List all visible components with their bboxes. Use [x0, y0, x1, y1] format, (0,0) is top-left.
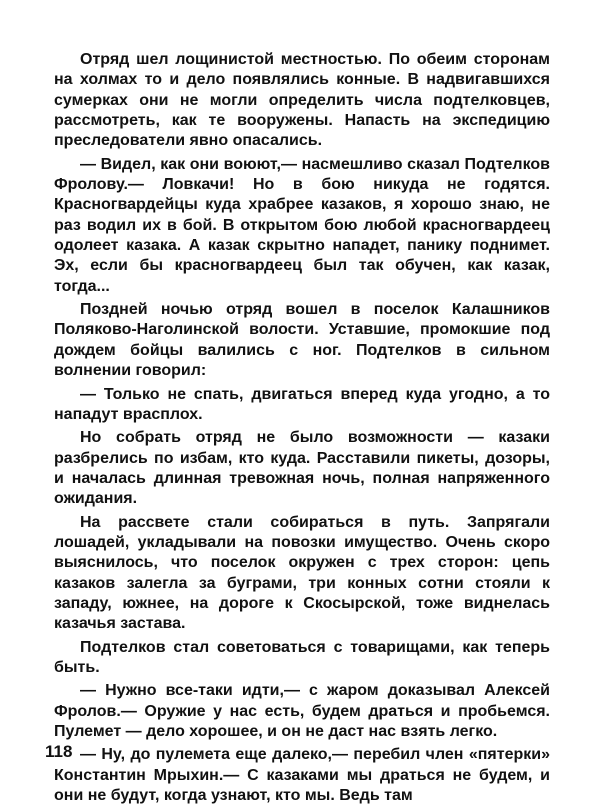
paragraph-9: — Ну, до пулемета еще далеко,— перебил член «пятерки» Константин Мрыхин.— С казаками мы драться не будем, и они не будут, когда узнают, кто мы. Ведь там	[54, 746, 550, 805]
page-number: 118	[45, 742, 73, 761]
page-body	[54, 50, 550, 806]
paragraph-6: На рассвете стали собираться в путь. Запрягали лошадей, укладывали на повозки имущество. Очень скоро выяснилось, что поселок окружен с трех сторон: цепь казаков залегла за буграми, три конных сотни стояли к западу, южнее, на дороге к Скосырской, тоже виднелась казачья застава.	[54, 513, 550, 633]
paragraph-4: — Только не спать, двигаться вперед куда угодно, а то нападут врасплох.	[54, 385, 550, 423]
paragraph-5: Но собрать отряд не было возможности — казаки разбрелись по избам, кто куда. Расставили пикеты, дозоры, и началась длинная тревожная ночь, полная напряженного ожидания.	[54, 429, 550, 508]
paragraph-1: Отряд шел лощинистой местностью. По обеим сторонам на холмах то и дело появлялись конные. В надвигавшихся сумерках они не могли определить числа подтелковцев, рассмотреть, как те вооружены. Напасть на экспедицию преследователи явно опасались.	[54, 51, 550, 150]
paragraph-8: — Нужно все-таки идти,— с жаром доказывал Алексей Фролов.— Оружие у нас есть, будем драться и пробьемся. Пулемет — дело хорошее, и он не даст нас взять легко.	[54, 682, 550, 740]
paragraph-7: Подтелков стал советоваться с товарищами, как теперь быть.	[54, 638, 550, 676]
paragraph-3: Поздней ночью отряд вошел в поселок Калашников Поляково-Наголинской волости. Уставшие, промокшие под дождем бойцы валились с ног. Подтелков в сильном волнении говорил:	[54, 301, 550, 380]
paragraph-2: — Видел, как они воюют,— насмешливо сказал Подтелков Фролову.— Ловкачи! Но в бою никуда не годятся. Красногвардейцы куда храбрее казаков, я хорошо знаю, не раз водил их в бой. В открытом бою любой красногвардеец одолеет казака. А казак скрытно нападет, панику поднимет. Эх, если бы красногвардеец был так обучен, как казак, тогда...	[54, 155, 550, 295]
